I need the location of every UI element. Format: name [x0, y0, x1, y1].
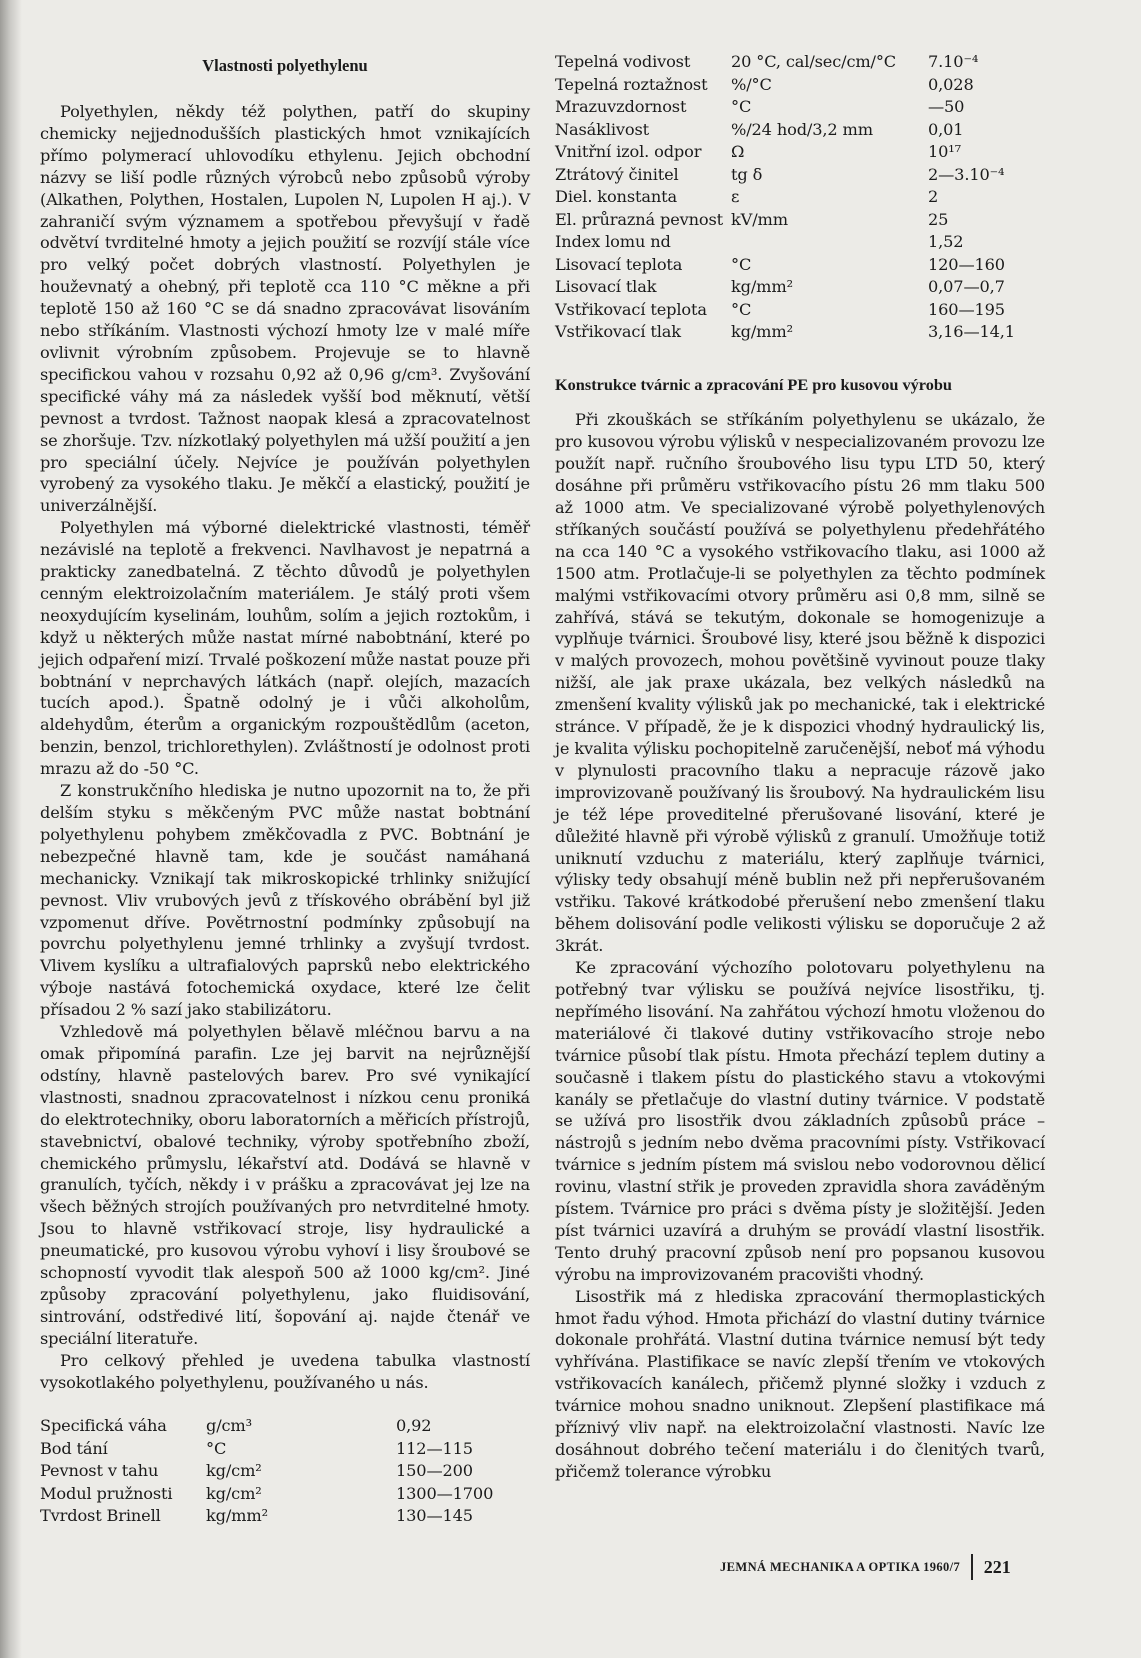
- table-row: [40, 1438, 493, 1461]
- property-name: Tvrdost Brinell: [40, 1506, 161, 1526]
- property-name: Pevnost v tahu: [40, 1461, 159, 1481]
- property-unit: kg/cm²: [206, 1483, 262, 1503]
- property-unit: kV/mm: [731, 209, 788, 229]
- property-value: 0,07—0,7: [928, 277, 1005, 296]
- property-name: Index lomu nd: [555, 232, 671, 251]
- property-value: 1300—1700: [396, 1483, 494, 1503]
- table-row: [555, 299, 1015, 322]
- property-value: 112—115: [396, 1438, 473, 1458]
- journal-name: JEMNÁ MECHANIKA A OPTIKA 1960/7: [720, 1559, 961, 1574]
- spacer: [555, 395, 1045, 409]
- property-value: —50: [928, 97, 965, 116]
- footer-divider: [971, 1554, 973, 1580]
- property-value: 0,01: [928, 119, 964, 139]
- property-name: Diel. konstanta: [555, 187, 677, 206]
- table-row: [555, 186, 1015, 209]
- property-name: Modul pružnosti: [40, 1483, 173, 1503]
- property-value: 7.10⁻⁴: [928, 52, 979, 71]
- property-name: Specifická váha: [40, 1416, 167, 1436]
- spacer: [40, 1393, 530, 1415]
- property-unit: g/cm³: [206, 1416, 252, 1436]
- property-unit: 20 °C, cal/sec/cm/°C: [731, 52, 897, 71]
- property-unit: %/°C: [731, 74, 772, 94]
- property-value: 10¹⁷: [928, 142, 961, 161]
- article-title: Vlastnosti polyethylenu: [202, 56, 368, 75]
- property-unit: ε: [731, 187, 740, 206]
- binding-shadow: [0, 0, 22, 1658]
- table-row: [555, 119, 1015, 142]
- section-heading: Konstrukce tvárnic a zpracování PE pro kusovou výrobu: [555, 374, 952, 394]
- property-name: Tepelná roztažnost: [555, 74, 708, 94]
- spacer: [555, 0, 1045, 51]
- property-unit: kg/mm²: [731, 277, 793, 296]
- property-unit: °C: [731, 299, 752, 319]
- property-value: 2: [928, 187, 939, 206]
- left-column: [40, 0, 530, 1528]
- property-value: 0,92: [396, 1416, 432, 1436]
- property-name: Vstřikovací tlak: [555, 322, 681, 341]
- property-unit: [731, 231, 928, 254]
- property-value: 1,52: [928, 232, 964, 251]
- paragraph: Pro celkový přehled je uvedena tabulka vlastností vysokotlakého polyethylenu, používaného u nás.: [40, 1350, 530, 1392]
- property-name: El. průrazná pevnost: [555, 209, 724, 229]
- table-row: [555, 141, 1015, 164]
- page-footer: [720, 1554, 1011, 1580]
- table-row: [555, 51, 1015, 74]
- property-name: Ztrátový činitel: [555, 164, 679, 184]
- property-value: 25: [928, 209, 949, 229]
- paragraph: Polyethylen, někdy též polythen, patří do skupiny chemicky nejjednodušších plastických hmot vznikajících přímo polymerací uhlovodíku ethylenu. Jejich obchodní názvy se liší podle různých výrobců nebo způsobů výroby (Alkathen, Polythen, Hostalen, Lupolen N, Lupolen H aj.). V zahraničí svým významem a spotřebou převyšují v řadě odvětví tvrditelné hmoty a jejich použití se rozvíjí stále více pro velký počet dobrých vlastností. Polyethylen je houževnatý a ohebný, při teplotě cca 110 °C měkne a při teplotě 150 až 160 °C se dá snadno zpracovávat lisováním nebo stříkáním. Vlastnosti výchozí hmoty lze v malé míře ovlivnit výrobním způsobem. Projevuje se to hlavně specifickou vahou v rozsahu 0,92 až 0,96 g/cm³. Zvyšování specifické váhy má za následek vyšší bod měknutí, větší pevnost a tvrdost. Tažnost naopak klesá a zpracovatelnost se zhoršuje. Tzv. nízkotlaký polyethylen má užší použití a jen pro speciální účely. Nejvíce je používán polyethylen vyrobený za vysokého tlaku. Je měkčí a elastický, použití je univerzálnější.: [40, 102, 530, 516]
- table-row: [40, 1483, 493, 1506]
- paragraph: Lisostřik má z hlediska zpracování thermoplastických hmot řadu výhod. Hmota přichází do vlastní dutiny tvárnice dokonale prohřátá. Vlastní dutina tvárnice nemusí být tedy vyhřívána. Plastifikace se navíc zlepší třením ve vtokových vstřikovacích kanálech, přičemž plynné složky i vzduch z tvárnice mohou snadno uniknout. Zlepšení plastifikace má příznivý vliv např. na elektroizolační vlastnosti. Navíc lze dosáhnout dobrého tečení materiálu i do členitých tvarů, přičemž tolerance výrobku: [555, 1286, 1045, 1481]
- table-row: [555, 276, 1015, 299]
- property-name: Tepelná vodivost: [555, 52, 691, 71]
- paragraph: Polyethylen má výborné dielektrické vlastnosti, téměř nezávislé na teplotě a frekvenci. Navlhavost je nepatrná a prakticky zanedbatelná. Z těchto důvodů je polyethylen cenným elektroizolačním materiálem. Je stálý proti všem neoxydujícím kyselinám, louhům, solím a jejich roztokům, i když u některých může nastat mírné nabobtnání, které po jejich odpaření mizí. Trvalé poškození může nastat pouze při bobtnání v neprchavých látkách (např. olejích, mazacích tucích apod.). Špatně odolný je i vůči alkoholům, aldehydům, éterům a organickým rozpouštědlům (aceton, benzin, benzol, trichlorethylen). Zvláštností je odolnost proti mrazu až do -50 °C.: [40, 518, 530, 779]
- page-number: 221: [983, 1556, 1011, 1577]
- property-name: Lisovací tlak: [555, 277, 657, 296]
- paragraph: Při zkouškách se stříkáním polyethylenu se ukázalo, že pro kusovou výrobu výlisků v nespecializovaném provozu lze použít např. ručního šroubového lisu typu LTD 50, který dosáhne při průměru vstřikovacího pístu 26 mm tlaku 500 až 1000 atm. Ve specializované výrobě polyethylenových stříkaných součástí používá se polyethylenu předehřátého na cca 140 °C a vysokého vstřikovacího tlaku, asi 1000 až 1500 atm. Protlačuje-li se polyethylen za těchto podmínek malými vstřikovacími otvory průměru asi 0,8 mm, silně se zahřívá, stává se tekutým, dokonale se homogenizuje a vyplňuje tvárnici. Šroubové lisy, které jsou běžně k dispozici v malých provozech, mohou povětšině vyvinout pouze tlaky nižší, ale jak praxe ukázala, bez velkých následků na zmenšení kvality výlisků jak po mechanické, tak i elektrické stránce. V případě, že je k dispozici vhodný hydraulický lis, je kvalita výlisku pochopitelně zaručenější, neboť má výhodu v plynulosti pracovního tlaku a nepracuje rázově jako improvizovaně používaný lis šroubový. Na hydraulickém lisu je též lépe proveditelné přerušované lisování, které je důležité hlavně při výrobě výlisků z granulí. Umožňuje totiž uniknutí vzduchu z materiálu, který zaplňuje tvárnici, výlisky tedy obsahují méně bublin než při nepřerušovaném vstřiku. Takové krátkodobé přerušení nebo zmenšení tlaku během dolisování podle velikosti výlisku se doporučuje 2 až 3krát.: [555, 410, 1045, 956]
- property-name: Vnitřní izol. odpor: [555, 142, 702, 161]
- property-value: 0,028: [928, 74, 974, 94]
- spacer: [555, 344, 1045, 374]
- property-name: Mrazuvzdornost: [555, 97, 687, 116]
- table-row: [555, 231, 1015, 254]
- table-row: [555, 209, 1015, 232]
- property-value: 130—145: [396, 1506, 473, 1526]
- properties-table-left: [40, 1415, 493, 1528]
- property-unit: °C: [731, 254, 752, 274]
- table-row: [40, 1415, 493, 1438]
- property-unit: kg/mm²: [731, 322, 793, 341]
- paragraph: Z konstrukčního hlediska je nutno upozornit na to, že při delším styku s měkčeným PVC může nastat bobtnání polyethylenu pohybem změkčovadla z PVC. Bobtnání je nebezpečné hlavně tam, kde je součást namáhaná mechanicky. Vznikají tak mikroskopické trhlinky snižující pevnost. Vliv vrubových jevů z třískového obrábění byl již vzpomenut dříve. Povětrnostní podmínky způsobují na povrchu polyethylenu jemné trhlinky a zvyšují tvrdost. Vlivem kyslíku a ultrafialových paprsků nebo elektrického výboje nastává fotochemická oxydace, které lze čelit přísadou 2 % sazí jako stabilizátoru.: [40, 781, 530, 1020]
- property-unit: tg δ: [731, 164, 763, 184]
- property-value: 2—3.10⁻⁴: [928, 164, 1005, 184]
- right-column: [555, 0, 1045, 1483]
- table-row: [40, 1460, 493, 1483]
- property-unit: °C: [731, 97, 752, 116]
- property-unit: kg/cm²: [206, 1461, 262, 1481]
- property-unit: %/24 hod/3,2 mm: [731, 119, 873, 139]
- property-value: 160—195: [928, 299, 1005, 319]
- property-name: Nasáklivost: [555, 119, 649, 139]
- paragraph: Vzhledově má polyethylen bělavě mléčnou barvu a na omak připomíná parafin. Lze jej barvit na nejrůznější odstíny, hlavně pastelových barev. Pro své vynikající vlastnosti, snadnou zpracovatelnost i nízkou cenu proniká do elektrotechniky, oboru laboratorních a měřicích přístrojů, stavebnictví, obalové techniky, výroby spotřebního zboží, chemického průmyslu, lékařství atd. Dodává se hlavně v granulích, tyčích, někdy i v prášku a zpracovávat jej lze na všech běžných strojích používaných pro netvrditelné hmoty. Jsou to hlavně vstřikovací stroje, lisy hydraulické a pneumatické, pro kusovou výrobu vyhoví i lisy šroubové se schopností vyvodit tlak alespoň 500 až 1000 kg/cm². Jiné způsoby zpracování polyethylenu, jako fluidisování, sintrování, odstředivé lití, šopování aj. najde čtenář ve speciální literatuře.: [40, 1022, 530, 1348]
- property-unit: kg/mm²: [206, 1506, 268, 1526]
- table-row: [555, 254, 1015, 277]
- property-unit: Ω: [731, 142, 745, 161]
- property-name: Vstřikovací teplota: [555, 299, 707, 319]
- properties-table-right: [555, 51, 1015, 344]
- property-unit: °C: [206, 1438, 227, 1458]
- property-value: 150—200: [396, 1461, 473, 1481]
- table-row: [555, 164, 1015, 187]
- table-row: [555, 74, 1015, 97]
- property-value: 3,16—14,1: [928, 322, 1015, 341]
- property-name: Bod tání: [40, 1438, 108, 1458]
- property-value: 120—160: [928, 254, 1005, 274]
- table-row: [555, 321, 1015, 344]
- table-row: [555, 96, 1015, 119]
- table-row: [40, 1505, 493, 1528]
- paragraph: Ke zpracování výchozího polotovaru polyethylenu na potřebný tvar výlisku se používá nejvíce lisostřiku, tj. nepřímého lisování. Na zahřátou výchozí hmotu vloženou do materiálové či tlakové dutiny vstřikovacího stroje nebo tvárnice působí tlak pístu. Hmota přechází teplem dutiny a současně i tlakem pístu do plastického stavu a vtokovými kanály se přetlačuje do vlastní dutiny tvárnice. V podstatě se užívá pro lisostřik dvou základních způsobů práce – nástrojů s jedním nebo dvěma pracovními písty. Vstřikovací tvárnice s jedním pístem má svislou nebo vodorovnou dělicí rovinu, vlastní střik je proveden zpravidla shora zaváděným pístem. Tvárnice pro práci s dvěma písty je složitější. Jeden píst tvárnici uzavírá a druhým se provádí vlastní lisostřik. Tento druhý pracovní způsob není pro popsanou kusovou výrobu na improvizovaném pracovišti vhodný.: [555, 958, 1045, 1284]
- property-name: Lisovací teplota: [555, 254, 683, 274]
